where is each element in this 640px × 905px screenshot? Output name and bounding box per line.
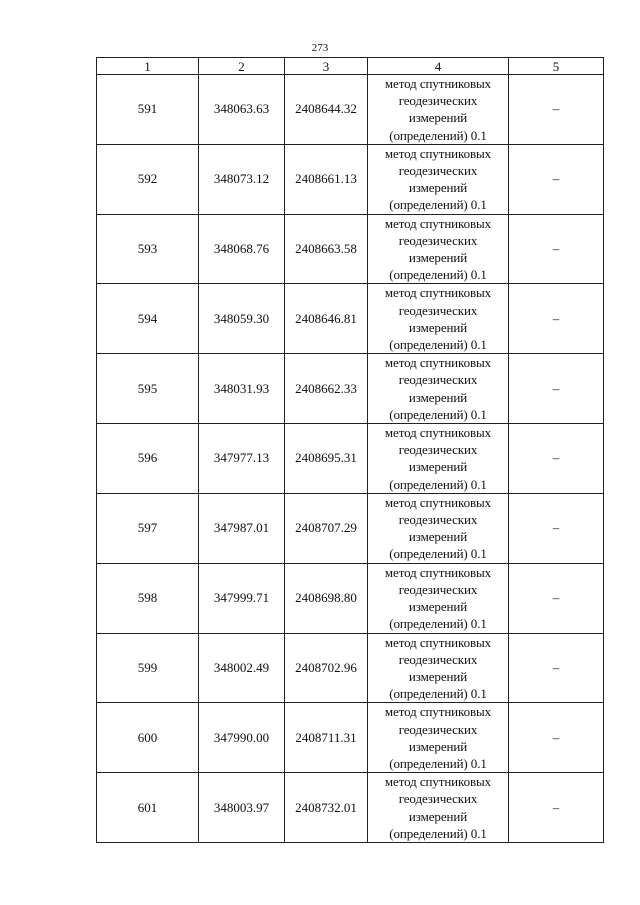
method-text-line: геодезических [398,581,478,597]
method-text-line: метод спутниковых [384,145,492,161]
column-header-1: 1 [97,58,199,75]
note-cell: – [509,563,604,633]
method-text-line: геодезических [398,302,478,318]
point-number-cell: 601 [97,773,199,843]
note-cell: – [509,354,604,424]
method-text-line: (определений) 0.1 [389,406,487,422]
method-text-line: геодезических [398,232,478,248]
method-text-line: измерений [408,389,468,405]
y-coordinate-cell: 2408707.29 [285,493,368,563]
method-text-line: метод спутниковых [384,355,492,371]
point-number-cell: 593 [97,214,199,284]
method-cell [368,563,509,633]
method-text-line: измерений [408,738,468,754]
point-number-cell: 600 [97,703,199,773]
y-coordinate-cell: 2408663.58 [285,214,368,284]
y-coordinate-cell: 2408644.32 [285,75,368,145]
x-coordinate-cell: 347977.13 [199,424,285,494]
point-number-cell: 599 [97,633,199,703]
note-cell: – [509,633,604,703]
coordinates-table [96,57,604,843]
point-number-cell: 597 [97,493,199,563]
method-text-line: (определений) 0.1 [389,755,487,771]
method-text-line: (определений) 0.1 [389,337,487,353]
method-text-line: метод спутниковых [384,704,492,720]
method-text-line: метод спутниковых [384,215,492,231]
method-text-line: метод спутниковых [384,564,492,580]
note-cell: – [509,214,604,284]
method-cell [368,75,509,145]
method-text-line: метод спутниковых [384,76,492,91]
y-coordinate-cell: 2408646.81 [285,284,368,354]
table-row [97,633,604,703]
method-text-line: измерений [408,668,468,684]
y-coordinate-cell: 2408698.80 [285,563,368,633]
point-number-cell: 596 [97,424,199,494]
method-text-line: метод спутниковых [384,425,492,441]
method-cell [368,424,509,494]
method-text-line: (определений) 0.1 [389,546,487,562]
header-row [97,58,604,75]
column-header-2: 2 [199,58,285,75]
table-row [97,773,604,843]
method-text-line: (определений) 0.1 [389,825,487,841]
method-text-line: геодезических [398,442,478,458]
method-text-line: геодезических [398,163,478,179]
method-text-line: измерений [408,599,468,615]
point-number-cell: 594 [97,284,199,354]
point-number-cell: 592 [97,144,199,214]
method-cell [368,703,509,773]
method-cell [368,144,509,214]
point-number-cell: 598 [97,563,199,633]
method-cell [368,354,509,424]
table-row [97,703,604,773]
method-cell [368,284,509,354]
x-coordinate-cell: 348059.30 [199,284,285,354]
method-text-line: измерений [408,808,468,824]
method-text-line: измерений [408,110,468,126]
x-coordinate-cell: 348073.12 [199,144,285,214]
y-coordinate-cell: 2408711.31 [285,703,368,773]
x-coordinate-cell: 348003.97 [199,773,285,843]
note-cell: – [509,424,604,494]
y-coordinate-cell: 2408662.33 [285,354,368,424]
method-cell [368,214,509,284]
note-cell: – [509,75,604,145]
x-coordinate-cell: 347987.01 [199,493,285,563]
method-text-line: геодезических [398,93,478,109]
x-coordinate-cell: 348068.76 [199,214,285,284]
method-text-line: измерений [408,529,468,545]
note-cell: – [509,493,604,563]
method-text-line: (определений) 0.1 [389,197,487,213]
method-text-line: метод спутниковых [384,634,492,650]
method-text-line: (определений) 0.1 [389,616,487,632]
point-number-cell: 591 [97,75,199,145]
table-row [97,493,604,563]
point-number-cell: 595 [97,354,199,424]
note-cell: – [509,773,604,843]
x-coordinate-cell: 347990.00 [199,703,285,773]
method-text-line: метод спутниковых [384,494,492,510]
method-text-line: метод спутниковых [384,285,492,301]
x-coordinate-cell: 347999.71 [199,563,285,633]
method-text-line: (определений) 0.1 [389,267,487,283]
page-number: 273 [311,42,329,54]
x-coordinate-cell: 348063.63 [199,75,285,145]
table-row [97,354,604,424]
method-text-line: (определений) 0.1 [389,686,487,702]
note-cell: – [509,703,604,773]
method-text-line: измерений [408,459,468,475]
method-text-line: (определений) 0.1 [389,476,487,492]
table-row [97,214,604,284]
column-header-4: 4 [368,58,509,75]
method-text-line: геодезических [398,651,478,667]
method-cell [368,493,509,563]
method-text-line: геодезических [398,721,478,737]
method-text-line: (определений) 0.1 [389,127,487,143]
method-cell [368,773,509,843]
method-text-line: измерений [408,250,468,266]
method-text-line: геодезических [398,791,478,807]
table-row [97,284,604,354]
method-text-line: метод спутниковых [384,774,492,790]
table-row [97,424,604,494]
note-cell: – [509,144,604,214]
y-coordinate-cell: 2408661.13 [285,144,368,214]
method-text-line: измерений [408,180,468,196]
method-text-line: измерений [408,319,468,335]
table-body [97,75,604,843]
x-coordinate-cell: 348002.49 [199,633,285,703]
table-row [97,144,604,214]
y-coordinate-cell: 2408702.96 [285,633,368,703]
y-coordinate-cell: 2408695.31 [285,424,368,494]
column-header-3: 3 [285,58,368,75]
method-cell [368,633,509,703]
table-row [97,75,604,145]
y-coordinate-cell: 2408732.01 [285,773,368,843]
x-coordinate-cell: 348031.93 [199,354,285,424]
note-cell: – [509,284,604,354]
method-text-line: геодезических [398,372,478,388]
table-row [97,563,604,633]
column-header-5: 5 [509,58,604,75]
method-text-line: геодезических [398,512,478,528]
